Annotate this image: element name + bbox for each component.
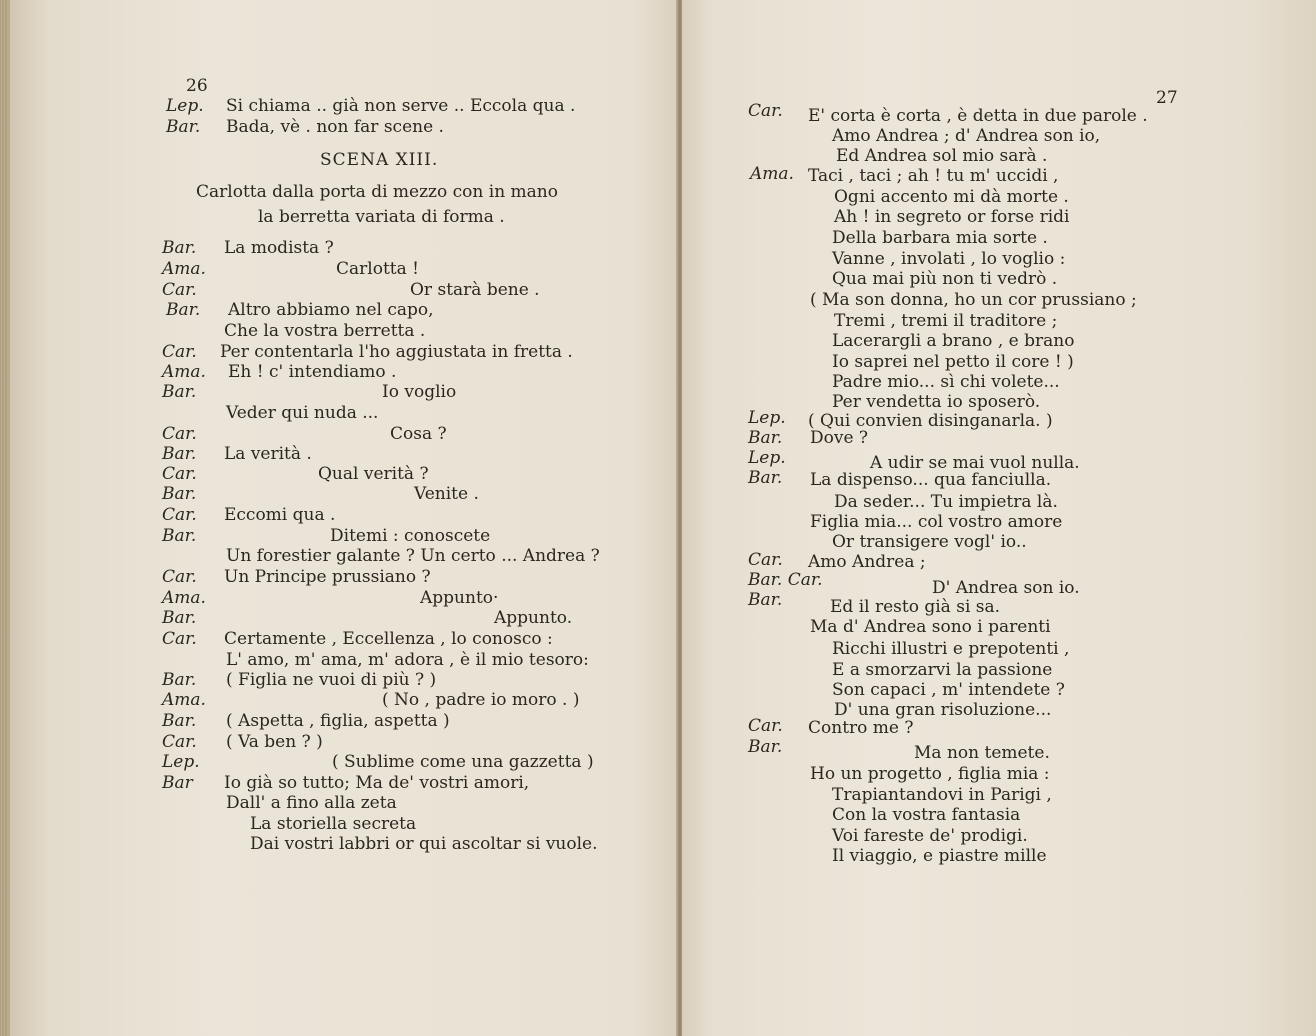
page-number-right: 27	[1156, 88, 1178, 108]
verse-line: Figlia mia... col vostro amore	[810, 512, 1063, 532]
verse-line: Padre mio... sì chi volete...	[832, 372, 1060, 392]
speaker: Bar.	[748, 590, 783, 610]
verse-line: Dall' a fino alla zeta	[226, 793, 397, 813]
verse-line: Bada, vè . non far scene .	[226, 117, 444, 137]
page-number-left: 26	[186, 76, 208, 96]
verse-line: Il viaggio, e piastre mille	[832, 846, 1047, 866]
verse-line: Da seder... Tu impietra là.	[834, 492, 1058, 512]
verse-line: Veder qui nuda ...	[226, 403, 379, 423]
verse-line: Dai vostri labbri or qui ascoltar si vuole.	[250, 834, 598, 854]
speaker: Car.	[162, 424, 197, 444]
speaker: Bar.	[748, 428, 783, 448]
verse-line: La verità .	[224, 444, 312, 464]
verse-line: ( Sublime come una gazzetta )	[332, 752, 594, 772]
verse-line: ( Ma son donna, ho un cor prussiano ;	[810, 290, 1137, 310]
verse-line: ( Va ben ? )	[226, 732, 323, 752]
speaker: Car.	[162, 464, 197, 484]
verse-line: Io saprei nel petto il core ! )	[832, 352, 1074, 372]
speaker: Bar.	[162, 444, 197, 464]
verse-line: ( No , padre io moro . )	[382, 690, 580, 710]
verse-line: Io voglio	[382, 382, 457, 402]
verse-line: E' corta è corta , è detta in due parole .	[808, 106, 1148, 126]
speaker: Lep.	[748, 448, 786, 468]
verse-line: ( Figlia ne vuoi di più ? )	[226, 670, 437, 690]
verse-line: Qua mai più non ti vedrò .	[832, 269, 1058, 289]
right-page	[682, 0, 1316, 1036]
verse-line: La modista ?	[224, 238, 334, 258]
speaker: Lep.	[166, 96, 204, 116]
verse-line: Ed Andrea sol mio sarà .	[836, 146, 1048, 166]
verse-line: Cosa ?	[390, 424, 447, 444]
speaker: Car.	[748, 550, 783, 570]
speaker: Car.	[162, 732, 197, 752]
verse-line: Ah ! in segreto or forse ridi	[834, 207, 1070, 227]
scene-title: SCENA XIII.	[320, 150, 439, 170]
speaker: Car.	[162, 280, 197, 300]
verse-line: D' Andrea son io.	[932, 578, 1080, 598]
verse-line: Eh ! c' intendiamo .	[228, 362, 397, 382]
verse-line: Per contentarla l'ho aggiustata in fretta .	[220, 342, 573, 362]
speaker: Bar.	[166, 300, 201, 320]
speaker: Car.	[162, 629, 197, 649]
verse-line: La storiella secreta	[250, 814, 417, 834]
verse-line: Appunto.	[494, 608, 573, 628]
verse-line: A udir se mai vuol nulla.	[870, 453, 1080, 473]
verse-line: L' amo, m' ama, m' adora , è il mio tesoro:	[226, 650, 589, 670]
verse-line: Io già so tutto; Ma de' vostri amori,	[224, 773, 530, 793]
speaker: Ama.	[162, 690, 206, 710]
verse-line: Un forestier galante ? Un certo ... Andrea ?	[226, 546, 600, 566]
speaker: Car.	[162, 505, 197, 525]
verse-line: Ma d' Andrea sono i parenti	[810, 617, 1051, 637]
speaker: Car.	[162, 567, 197, 587]
verse-line: Vanne , involati , lo voglio :	[832, 249, 1066, 269]
verse-line: Dove ?	[810, 428, 869, 448]
verse-line: Contro me ?	[808, 718, 914, 738]
verse-line: Voi fareste de' prodigi.	[832, 826, 1028, 846]
verse-line: Ogni accento mi dà morte .	[834, 187, 1069, 207]
speaker: Bar.	[748, 737, 783, 757]
verse-line: Ricchi illustri e prepotenti ,	[832, 639, 1070, 659]
verse-line: Venite .	[414, 484, 479, 504]
verse-line: Son capaci , m' intendete ?	[832, 680, 1065, 700]
speaker: Ama.	[162, 259, 206, 279]
verse-line: Si chiama .. già non serve .. Eccola qua .	[226, 96, 576, 116]
verse-line: Altro abbiamo nel capo,	[228, 300, 434, 320]
speaker: Bar. Car.	[748, 570, 823, 590]
speaker: Bar.	[162, 484, 197, 504]
verse-line: Qual verità ?	[318, 464, 429, 484]
verse-line: Trapiantandovi in Parigi ,	[832, 785, 1052, 805]
verse-line: E a smorzarvi la passione	[832, 660, 1053, 680]
speaker: Bar.	[162, 238, 197, 258]
verse-line: Un Principe prussiano ?	[224, 567, 431, 587]
speaker: Bar.	[162, 382, 197, 402]
stage-direction: Carlotta dalla porta di mezzo con in mano	[196, 182, 558, 202]
speaker: Lep.	[162, 752, 200, 772]
verse-line: Con la vostra fantasia	[832, 805, 1021, 825]
verse-line: Tremi , tremi il traditore ;	[834, 311, 1058, 331]
speaker: Bar.	[162, 526, 197, 546]
verse-line: D' una gran risoluzione...	[834, 700, 1052, 720]
stage-direction: la berretta variata di forma .	[258, 207, 505, 227]
speaker: Ama.	[162, 362, 206, 382]
verse-line: Ma non temete.	[914, 743, 1050, 763]
speaker: Car.	[748, 716, 783, 736]
verse-line: Certamente , Eccellenza , lo conosco :	[224, 629, 553, 649]
verse-line: Ho un progetto , figlia mia :	[810, 764, 1050, 784]
verse-line: Che la vostra berretta .	[224, 321, 426, 341]
verse-line: Ditemi : conoscete	[330, 526, 491, 546]
verse-line: ( Qui convien disinganarla. )	[808, 411, 1053, 431]
verse-line: Per vendetta io sposerò.	[832, 392, 1041, 412]
speaker: Ama.	[750, 164, 794, 184]
speaker: Bar	[162, 773, 193, 793]
speaker: Bar.	[166, 117, 201, 137]
verse-line: ( Aspetta , figlia, aspetta )	[226, 711, 450, 731]
verse-line: La dispenso... qua fanciulla.	[810, 470, 1052, 490]
verse-line: Lacerargli a brano , e brano	[832, 331, 1075, 351]
verse-line: Eccomi qua .	[224, 505, 336, 525]
speaker: Ama.	[162, 588, 206, 608]
verse-line: Carlotta !	[336, 259, 419, 279]
verse-line: Or transigere vogl' io..	[832, 532, 1027, 552]
verse-line: Amo Andrea ;	[808, 552, 926, 572]
left-page	[8, 0, 680, 1036]
speaker: Bar.	[162, 608, 197, 628]
verse-line: Appunto·	[420, 588, 499, 608]
speaker: Lep.	[748, 408, 786, 428]
speaker: Car.	[748, 101, 783, 121]
verse-line: Ed il resto già si sa.	[830, 597, 1001, 617]
verse-line: Taci , taci ; ah ! tu m' uccidi ,	[808, 166, 1059, 186]
speaker: Bar.	[748, 468, 783, 488]
verse-line: Della barbara mia sorte .	[832, 228, 1048, 248]
verse-line: Or starà bene .	[410, 280, 540, 300]
speaker: Bar.	[162, 711, 197, 731]
verse-line: Amo Andrea ; d' Andrea son io,	[832, 126, 1101, 146]
speaker: Bar.	[162, 670, 197, 690]
speaker: Car.	[162, 342, 197, 362]
